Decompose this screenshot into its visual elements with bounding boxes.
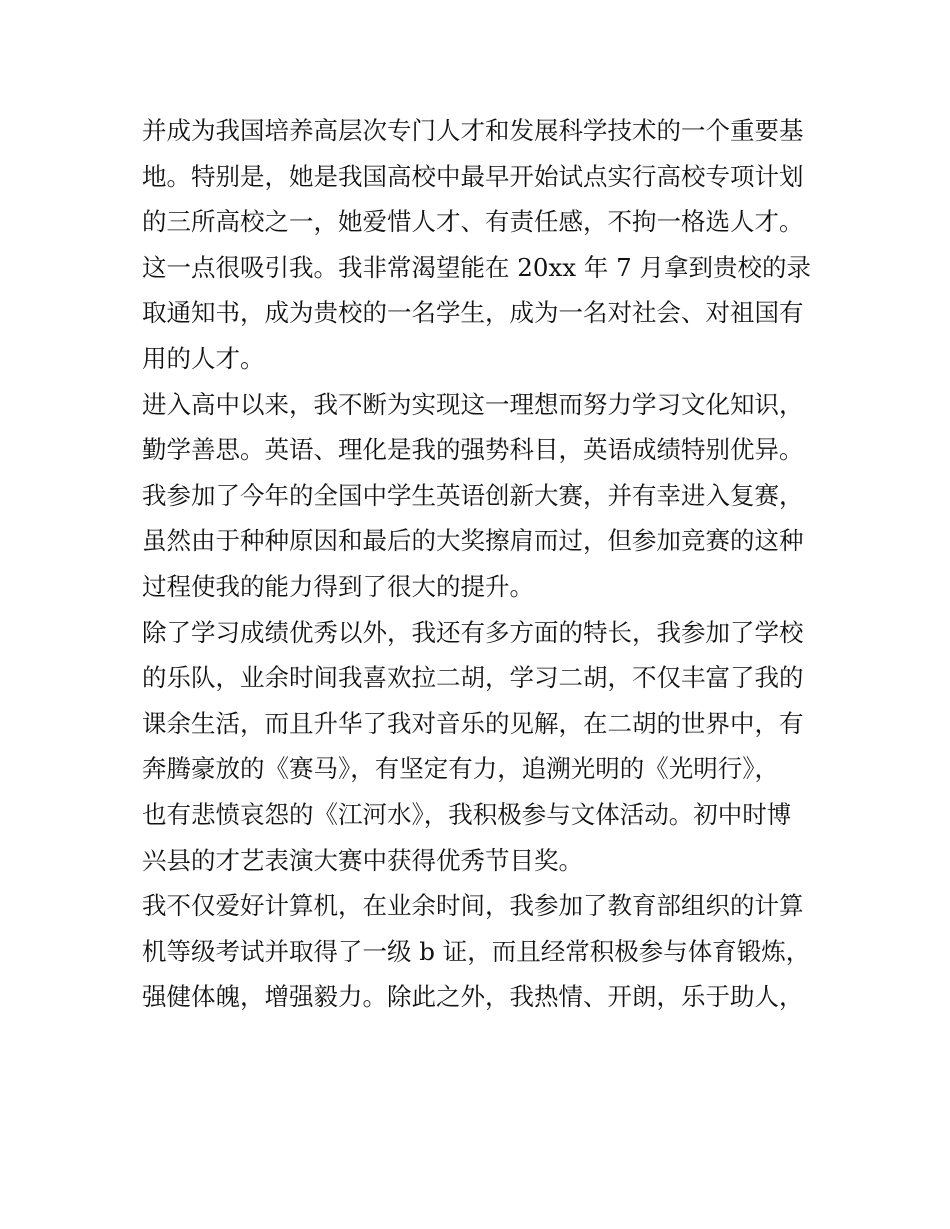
text-line: 这一点很吸引我。我非常渴望能在 20xx 年 7 月拿到贵校的录 — [142, 252, 812, 282]
text-line: 兴县的才艺表演大赛中获得优秀节目奖。 — [142, 845, 583, 875]
text-line: 我不仅爱好计算机，在业余时间，我参加了教育部组织的计算 — [142, 891, 804, 921]
text-line: 除了学习成绩优秀以外，我还有多方面的特长，我参加了学校 — [142, 617, 804, 647]
document-body — [142, 108, 822, 1020]
text-line: 强健体魄，增强毅力。除此之外，我热情、开朗，乐于助人， — [142, 982, 804, 1012]
text-line: 过程使我的能力得到了很大的提升。 — [142, 571, 534, 601]
text-line: 我参加了今年的全国中学生英语创新大赛，并有幸进入复赛， — [142, 480, 804, 510]
text-line: 用的人才。 — [142, 343, 265, 373]
text-line: 的乐队，业余时间我喜欢拉二胡，学习二胡，不仅丰富了我的 — [142, 663, 804, 693]
text-line: 勤学善思。英语、理化是我的强势科目，英语成绩特别优异。 — [142, 435, 804, 465]
text-line: 课余生活，而且升华了我对音乐的见解，在二胡的世界中，有 — [142, 708, 804, 738]
text-line: 也有悲愤哀怨的《江河水》，我积极参与文体活动。初中时博 — [142, 799, 792, 829]
text-line: 进入高中以来，我不断为实现这一理想而努力学习文化知识， — [142, 389, 804, 419]
text-line: 地。特别是，她是我国高校中最早开始试点实行高校专项计划 — [142, 161, 804, 191]
text-line: 奔腾豪放的《赛马》，有坚定有力，追溯光明的《光明行》， — [142, 754, 779, 784]
text-line: 并成为我国培养高层次专门人才和发展科学技术的一个重要基 — [142, 116, 804, 145]
text-line: 取通知书，成为贵校的一名学生，成为一名对社会、对祖国有 — [142, 298, 804, 328]
text-line: 机等级考试并取得了一级 b 证，而且经常积极参与体育锻炼， — [142, 936, 811, 966]
text-line: 虽然由于种种原因和最后的大奖擦肩而过，但参加竞赛的这种 — [142, 526, 804, 556]
text-line: 的三所高校之一，她爱惜人才、有责任感，不拘一格选人才。 — [142, 207, 804, 237]
